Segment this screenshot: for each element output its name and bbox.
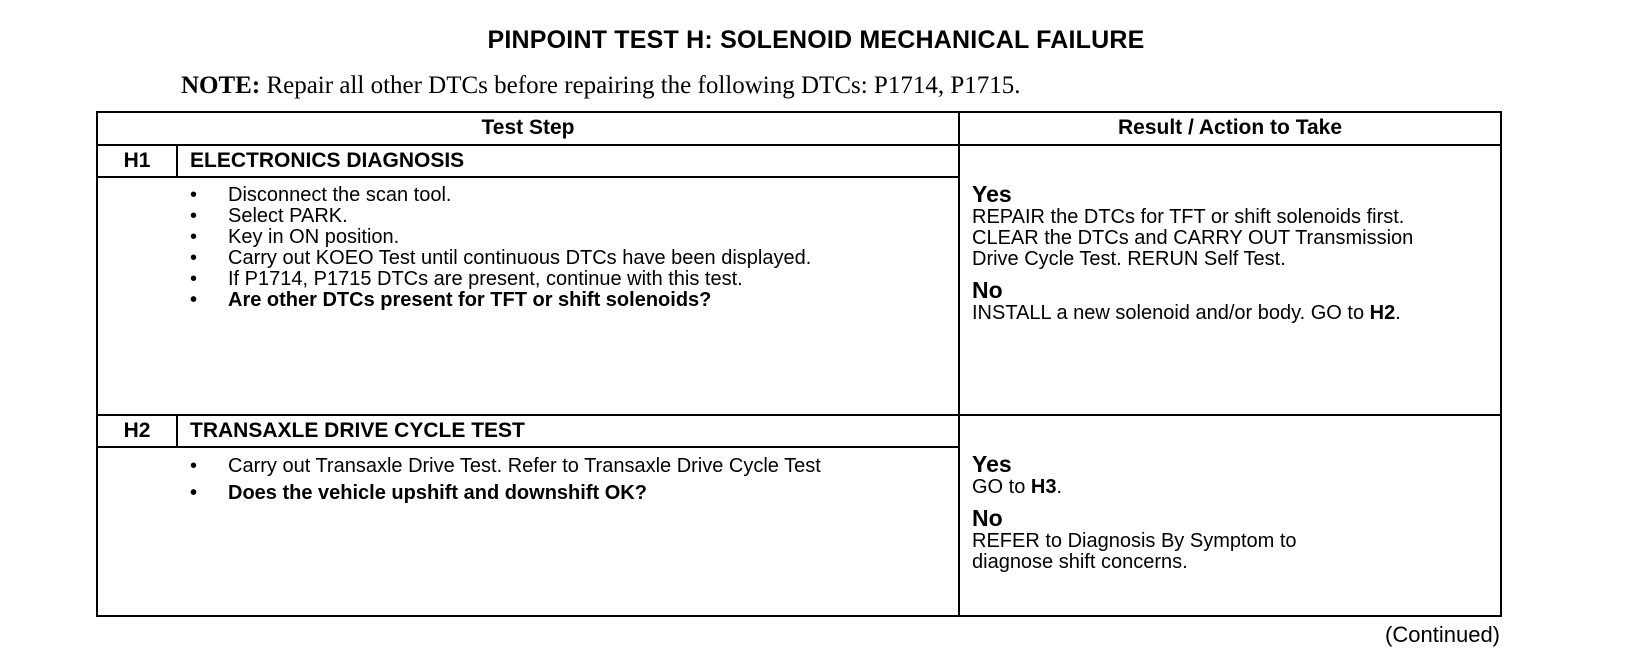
list-item: • Key in ON position. <box>190 227 840 248</box>
step-id-divider-h2 <box>176 414 178 448</box>
step-question-h2: • Does the vehicle upshift and downshift OK? <box>190 483 840 504</box>
step-title-h1: ELECTRONICS DIAGNOSIS <box>190 149 465 172</box>
note-text: Repair all other DTCs before repairing the following DTCs: P1714, P1715. <box>266 72 1021 99</box>
yes-label-h1: Yes <box>972 181 1012 207</box>
step-title-h2: TRANSAXLE DRIVE CYCLE TEST <box>190 419 525 442</box>
list-item: • Carry out Transaxle Drive Test. Refer to Transaxle Drive Cycle Test <box>190 456 840 477</box>
pinpoint-test-table <box>96 111 1502 617</box>
step-id-h1: H1 <box>123 149 151 172</box>
no-text-h1: INSTALL a new solenoid and/or body. GO to H2. <box>972 302 1401 324</box>
no-text-h2: REFER to Diagnosis By Symptom to diagnose shift concerns. <box>972 530 1297 573</box>
yes-text-h2: GO to H3. <box>972 476 1063 498</box>
step-title-underline-h2 <box>98 446 958 448</box>
row-divider <box>98 414 1500 416</box>
list-item: • If P1714, P1715 DTCs are present, continue with this test. <box>190 269 840 290</box>
header-result: Result / Action to Take <box>1117 116 1343 139</box>
result-h2 <box>972 452 1432 581</box>
step-ref-h2: H2 <box>1369 302 1396 324</box>
header-divider <box>98 144 1500 146</box>
yes-label-h2: Yes <box>972 451 1012 477</box>
step-title-underline-h1 <box>98 176 958 178</box>
note-label: NOTE: <box>181 72 261 99</box>
yes-text-h1: REPAIR the DTCs for TFT or shift solenoids first. CLEAR the DTCs and CARRY OUT Transmission Drive Cycle Test. RERUN Self Test. <box>972 206 1414 270</box>
note <box>181 72 1020 100</box>
list-item: • Select PARK. <box>190 206 840 227</box>
result-h1 <box>972 182 1432 332</box>
step-bullets-h1 <box>190 185 840 311</box>
header-test-step: Test Step <box>481 116 575 139</box>
continued-label: (Continued) <box>1385 622 1500 647</box>
step-id-divider-h1 <box>176 144 178 178</box>
list-item: • Carry out KOEO Test until continuous DTCs have been displayed. <box>190 248 840 269</box>
no-label-h2: No <box>972 505 1003 531</box>
column-divider <box>958 113 960 615</box>
page-title: PINPOINT TEST H: SOLENOID MECHANICAL FAILURE <box>487 26 1145 54</box>
step-ref-h3: H3 <box>1030 476 1057 498</box>
step-question-h1: • Are other DTCs present for TFT or shift solenoids? <box>190 290 840 311</box>
step-id-h2: H2 <box>123 419 151 442</box>
list-item: • Disconnect the scan tool. <box>190 185 840 206</box>
no-label-h1: No <box>972 277 1003 303</box>
step-bullets-h2 <box>190 456 840 504</box>
